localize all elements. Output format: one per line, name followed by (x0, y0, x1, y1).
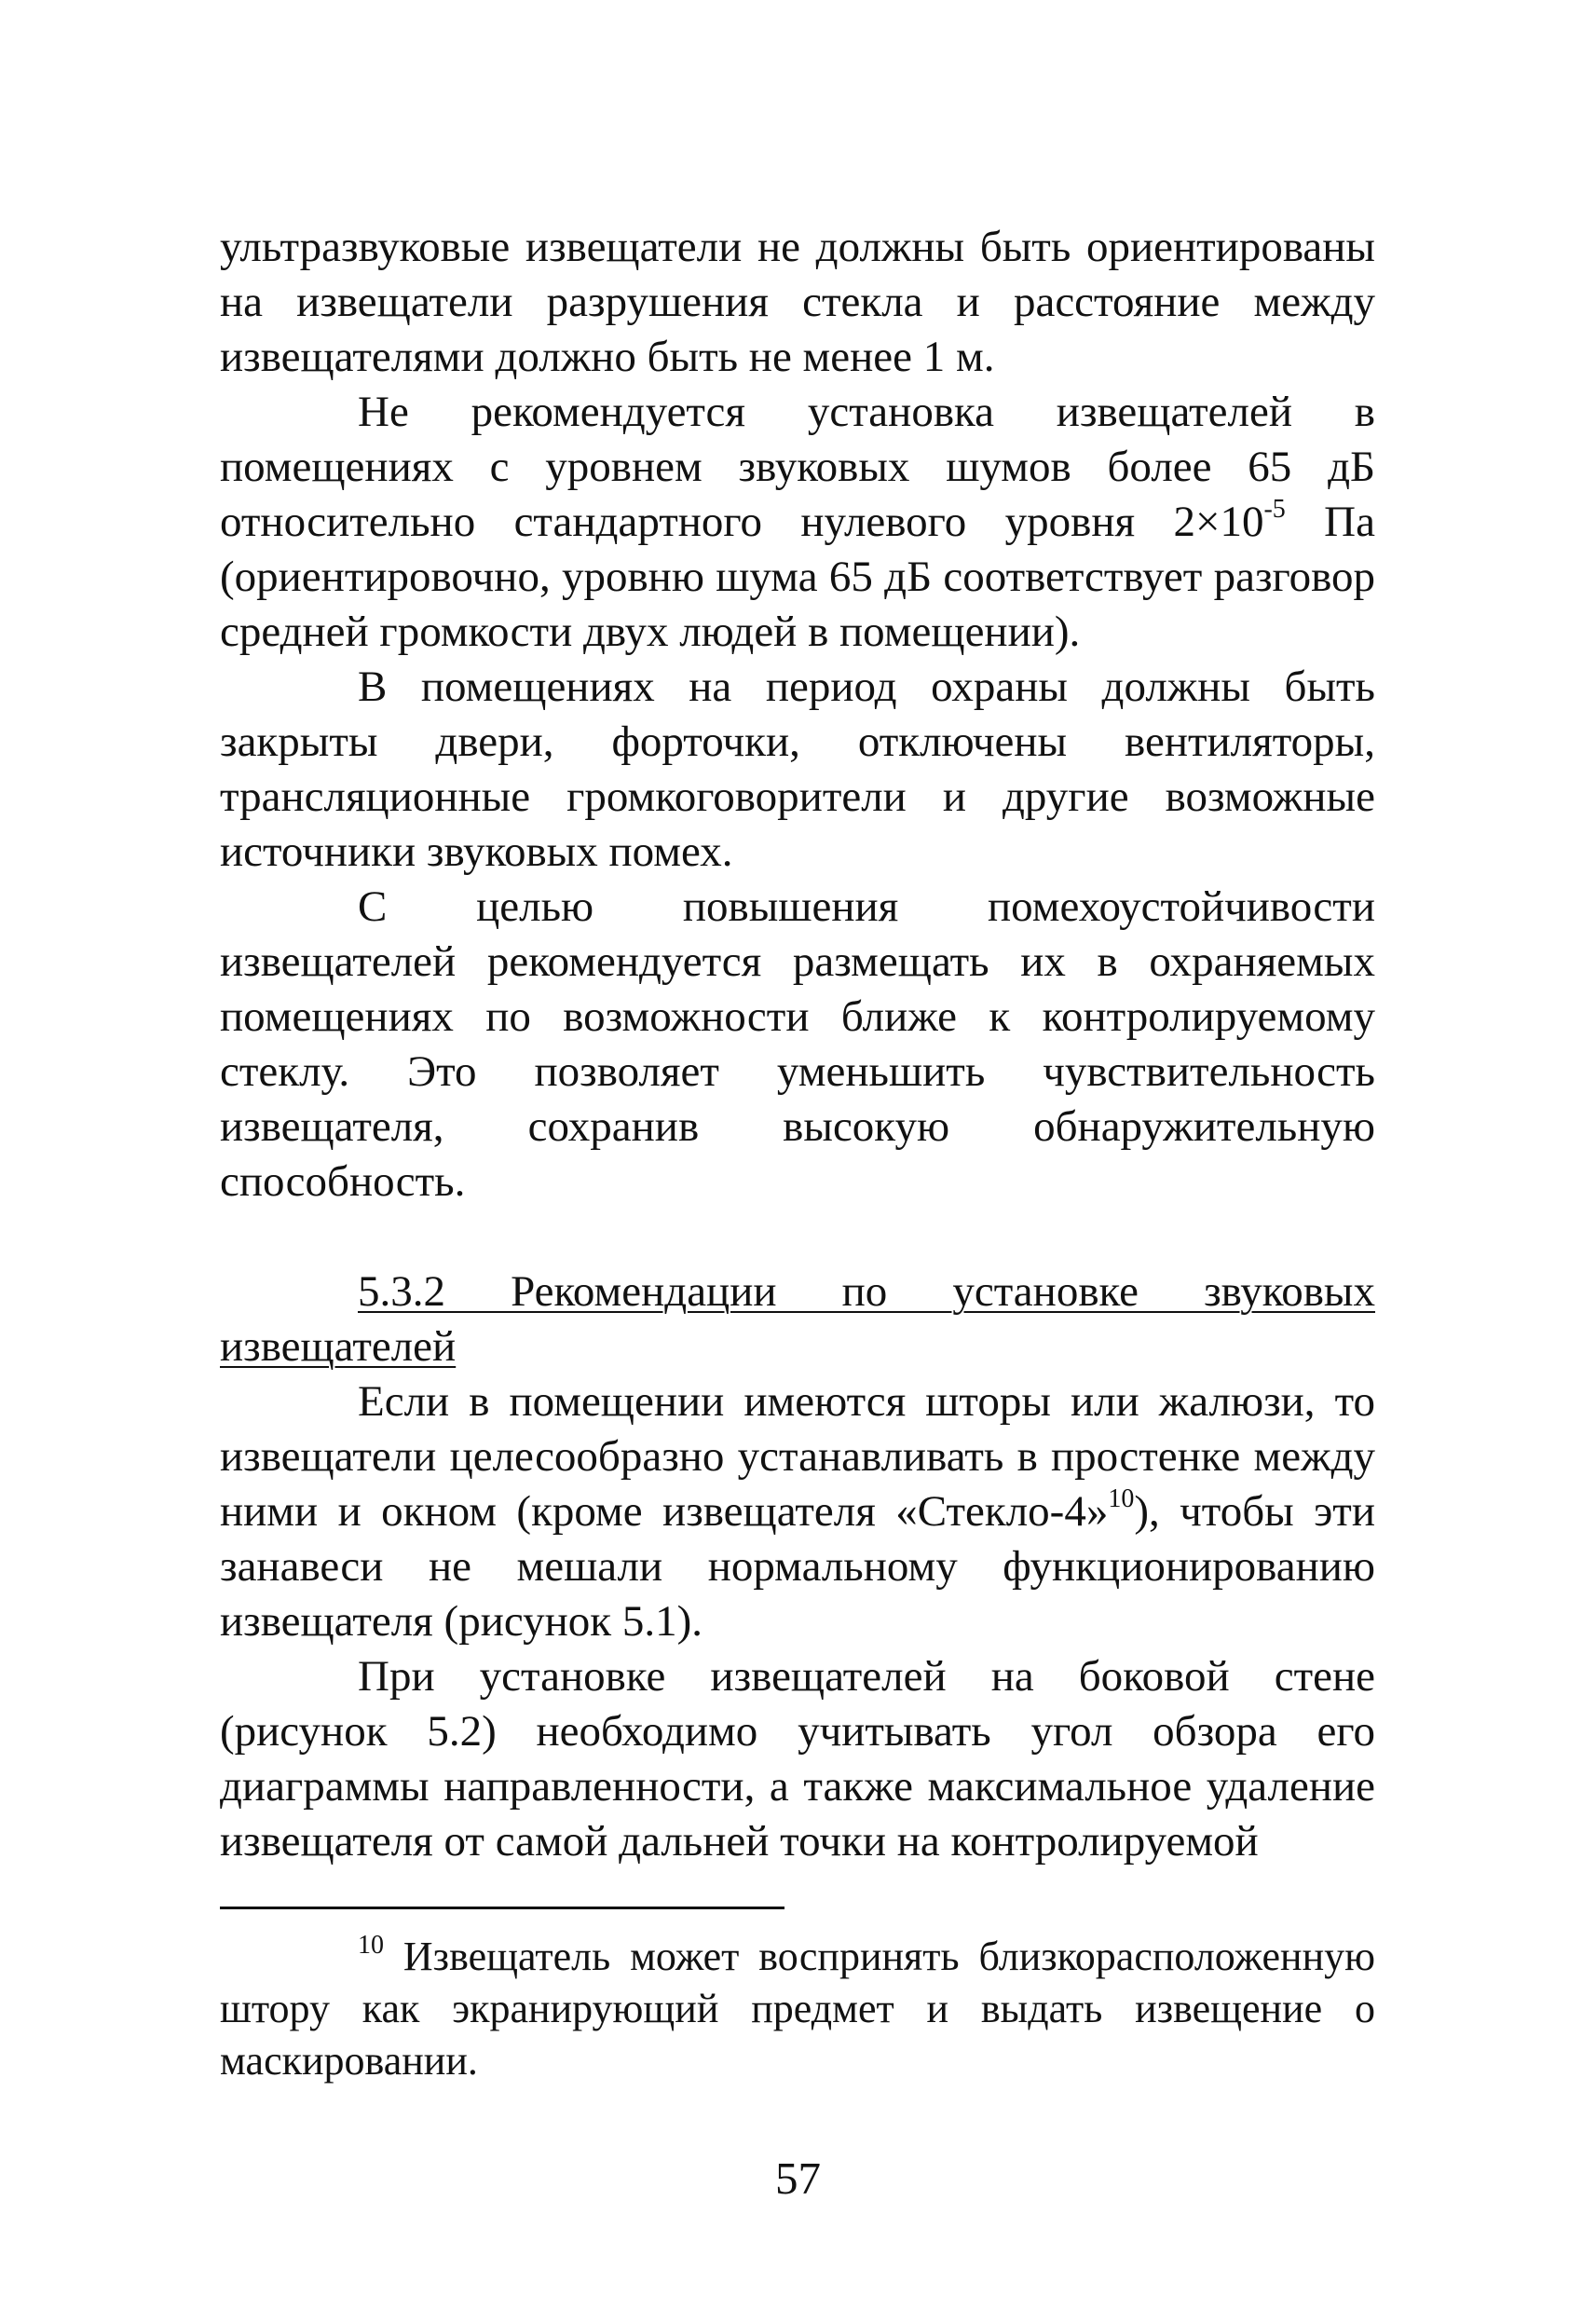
paragraph-6: При установке извещателей на боковой стене (рисунок 5.2) необходимо учитывать угол обзора его диаграммы направленности, а также максимальное удаление извещателя от самой дальней точки на контролируемой (220, 1652, 1375, 1866)
footnote-text: Извещатель может воспринять близкорасположенную штору как экранирующий предмет и выдать извещение о маскировании. (220, 1934, 1375, 2084)
paragraph-4: С целью повышения помехоустойчивости извещателей рекомендуется размещать их в охраняемых помещениях по возможности ближе к контролируемому стеклу. Это позволяет уменьшить чувствительность извещателя, сохранив высокую обнаружительную способность. (220, 882, 1375, 1206)
paragraph-2-text-b: Па (ориентировочно, уровню шума 65 дБ соответствует разговор средней громкости двух людей в помещении). (220, 498, 1375, 656)
paragraph-5 (220, 1374, 1375, 1649)
paragraph-3: В помещениях на период охраны должны быть закрыты двери, форточки, отключены вентиляторы, трансляционные громкоговорители и другие возможные источники звуковых помех. (220, 663, 1375, 876)
footnote-marker: 10 (358, 1931, 384, 1960)
footnote (220, 1931, 1375, 2087)
exponent-superscript: -5 (1263, 495, 1286, 524)
paragraph-1: ультразвуковые извещатели не должны быть ориентированы на извещатели разрушения стекла и расстояние между извещателями должно быть не менее 1 м. (220, 223, 1375, 381)
paragraph-2 (220, 385, 1375, 660)
footnote-separator (220, 1907, 784, 1909)
section-heading: 5.3.2 Рекомендации по установке звуковых извещателей (220, 1267, 1375, 1371)
footnote-reference: 10 (1108, 1484, 1135, 1513)
paragraph-5-text-a: Если в помещении имеются шторы или жалюзи, то извещатели целесообразно устанавливать в простенке между ними и окном (кроме извещателя «Стекло-4» (220, 1377, 1375, 1536)
paragraph-5-text-b: ), чтобы эти занавеси не мешали нормальному функционированию извещателя (рисунок 5.1). (220, 1487, 1375, 1646)
page-number: 57 (775, 2153, 821, 2204)
paragraph-2-text-a: Не рекомендуется установка извещателей в помещениях с уровнем звуковых шумов более 65 дБ относительно стандартного нулевого уровня 2×10 (220, 388, 1375, 546)
section-spacer (220, 1210, 1375, 1264)
body-text (220, 220, 1375, 1869)
